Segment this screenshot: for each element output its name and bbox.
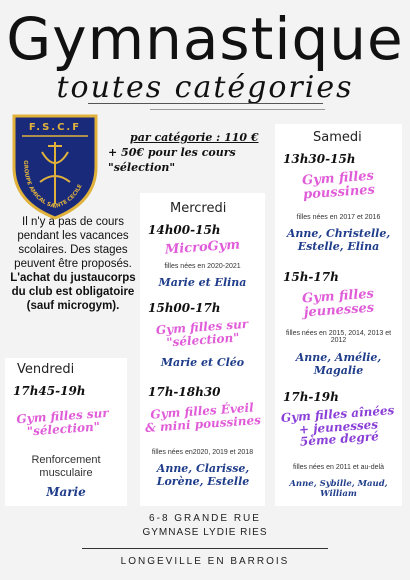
page-title: Gymnastique xyxy=(6,5,404,73)
wednesday-time-3: 17h-18h30 xyxy=(148,385,221,399)
day-wednesday: Mercredi xyxy=(170,201,227,216)
saturday-time-1: 13h30-15h xyxy=(283,152,356,166)
subtitle-underline-secondary xyxy=(150,109,325,110)
price-per-category: par catégorie : 110 € xyxy=(130,131,259,144)
price-selection-extra: + 50€ pour les cours "sélection" xyxy=(108,146,236,174)
saturday-coaches-3: Anne, Sybille, Maud, William xyxy=(289,479,388,499)
friday-course-1: Gym filles sur "sélection" xyxy=(16,405,110,439)
saturday-card xyxy=(275,124,402,506)
club-crest-logo xyxy=(10,112,100,222)
page-subtitle: toutes catégories xyxy=(56,70,354,105)
wednesday-coaches-3: Anne, Clarisse, Lorène, Estelle xyxy=(156,462,250,488)
saturday-born-3: filles nées en 2011 et au-delà xyxy=(293,464,384,471)
saturday-course-3: Gym filles aînées + jeunesses 5ème degré xyxy=(280,403,395,449)
wednesday-coaches-2: Marie et Cléo xyxy=(160,356,245,369)
friday-card xyxy=(5,358,127,506)
info-leotard: L'achat du justaucorps du club est obligatoire (sauf microgym). xyxy=(10,272,136,312)
info-block xyxy=(8,215,138,313)
wednesday-card xyxy=(140,193,265,506)
wednesday-course-2: Gym filles sur "sélection" xyxy=(155,316,249,350)
pricing-block xyxy=(108,130,298,175)
footer-town: LONGEVILLE EN BARROIS xyxy=(120,556,290,567)
saturday-course-2: Gym filles jeunesses xyxy=(301,286,375,321)
wednesday-time-2: 15h00-17h xyxy=(148,301,221,315)
wednesday-course-3: Gym filles Éveil & mini poussines xyxy=(144,400,262,435)
saturday-course-1: Gym filles poussines xyxy=(301,168,376,203)
saturday-coaches-1: Anne, Christelle, Estelle, Elina xyxy=(286,227,391,253)
saturday-coaches-2: Anne, Amélie, Magalie xyxy=(295,351,382,377)
saturday-time-2: 15h-17h xyxy=(283,270,339,284)
wednesday-born-3: filles nées en2020, 2019 et 2018 xyxy=(151,449,254,456)
wednesday-born-1: filles nées en 2020-2021 xyxy=(164,263,241,270)
crest-top-text: F.S.C.F xyxy=(28,122,82,133)
footer-venue: GYMNASE LYDIE RIES xyxy=(142,527,268,538)
friday-coaches-2: Marie xyxy=(46,485,86,499)
footer-divider xyxy=(82,548,328,549)
footer-address: 6-8 GRANDE RUE xyxy=(149,513,261,524)
wednesday-time-1: 14h00-15h xyxy=(148,223,221,237)
wednesday-coaches-1: Marie et Elina xyxy=(158,276,247,289)
friday-course-2: Renforcement musculaire xyxy=(31,454,101,479)
day-saturday: Samedi xyxy=(313,130,362,145)
friday-time-1: 17h45-19h xyxy=(13,384,86,398)
saturday-time-3: 17h-19h xyxy=(283,390,339,404)
day-friday: Vendredi xyxy=(17,362,75,377)
info-holidays: Il n'y a pas de cours pendant les vacances scolaires. Des stages peuvent être proposés. xyxy=(14,216,132,270)
subtitle-underline xyxy=(88,103,323,104)
crest-ring-text: GROUPE AMICAL SAINTE CECILE xyxy=(21,160,84,211)
wednesday-course-1: MicroGym xyxy=(164,237,241,258)
saturday-born-1: filles nées en 2017 et 2016 xyxy=(296,214,381,221)
saturday-born-2: filles nées en 2015, 2014, 2013 et 2012 xyxy=(285,330,392,344)
